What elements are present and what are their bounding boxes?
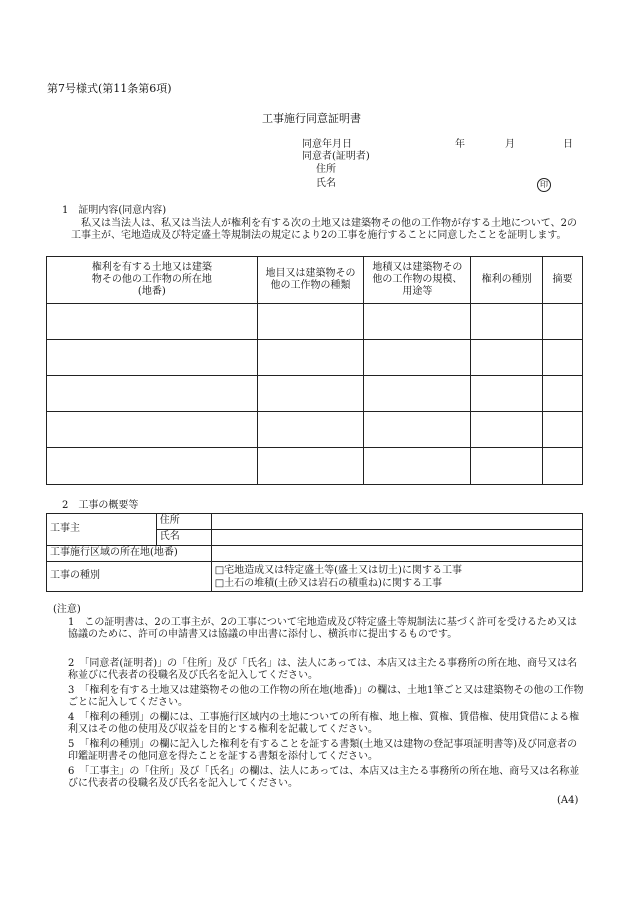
table-row	[47, 448, 583, 485]
table-cell[interactable]	[47, 448, 258, 485]
table-row	[47, 340, 583, 376]
work-type-option-2[interactable]: □土石の堆積(土砂又は岩石の積重ね)に関する工事	[214, 577, 442, 589]
header-remarks: 摘要	[543, 257, 583, 304]
seal-icon: 印	[537, 178, 551, 192]
table-cell[interactable]	[47, 412, 258, 448]
note-item: 4 「権利の種別」の欄には、工事施行区域内の土地についての所有権、地上権、質権、賃借権、使用貸借による権利又はその他の使用及び収益を目的とする権利を記載してください。	[68, 712, 580, 735]
header-land-type: 地目又は建築物その他の工作物の種類	[257, 257, 364, 304]
paper-size: (A4)	[557, 795, 579, 806]
work-type-options	[211, 562, 582, 592]
note-item: 1 この証明書は、2の工事主が、2の工事について宅地造成及び特定盛土等規制法に基づく許可を受けるため又は協議のために、許可の申請書又は協議の申出書に添付し、横浜市に提出するものです。	[68, 617, 577, 640]
table-cell[interactable]	[471, 448, 543, 485]
consent-date-label: 同意年月日	[302, 139, 352, 150]
note-item: 3 「権利を有する土地又は建築物その他の工作物の所在地(地番)」の欄は、土地1筆ごと又は建築物その他の工作物ごとに記入してください。	[68, 685, 584, 708]
header-area-scale: 地積又は建築物その他の工作物の規模、用途等	[364, 257, 471, 304]
table-cell[interactable]	[47, 304, 258, 340]
table-cell[interactable]	[257, 340, 364, 376]
table-header-row	[47, 257, 583, 304]
table-cell[interactable]	[543, 376, 583, 412]
header-right-type: 権利の種別	[471, 257, 543, 304]
owner-label: 工事主	[47, 514, 157, 546]
table-row	[47, 376, 583, 412]
year-label: 年	[455, 139, 465, 150]
table-cell[interactable]	[47, 340, 258, 376]
table-cell[interactable]	[471, 412, 543, 448]
consenter-address-label: 住所	[316, 164, 336, 175]
location-field[interactable]	[211, 546, 582, 562]
owner-address-label: 住所	[156, 514, 211, 530]
table-cell[interactable]	[471, 304, 543, 340]
table-cell[interactable]	[364, 376, 471, 412]
table-cell[interactable]	[257, 448, 364, 485]
location-label: 工事施行区域の所在地(地番)	[47, 546, 212, 562]
month-label: 月	[505, 139, 515, 150]
header-location: 権利を有する土地又は建築物その他の工作物の所在地(地番)	[47, 257, 258, 304]
table-cell[interactable]	[257, 376, 364, 412]
consenter-name-label: 氏名	[316, 178, 336, 189]
owner-name-label: 氏名	[156, 530, 211, 546]
table-cell[interactable]	[364, 340, 471, 376]
note-item: 6 「工事主」の「住所」及び「氏名」の欄は、法人にあっては、本店又は主たる事務所の所在地、商号又は名称並びに代表者の役職名及び氏名を記入してください。	[68, 766, 580, 789]
table-cell[interactable]	[543, 448, 583, 485]
owner-address-field[interactable]	[211, 514, 582, 530]
table-row	[47, 412, 583, 448]
table-row	[47, 304, 583, 340]
table-cell[interactable]	[47, 376, 258, 412]
table-cell[interactable]	[364, 304, 471, 340]
table-cell[interactable]	[257, 304, 364, 340]
table-cell[interactable]	[543, 304, 583, 340]
table-cell[interactable]	[543, 340, 583, 376]
rights-table	[46, 256, 583, 485]
note-item: 2 「同意者(証明者)」の「住所」及び「氏名」は、法人にあっては、本店又は主たる事務所の所在地、商号又は名称並びに代表者の役職名及び氏名を記入してください。	[68, 658, 578, 681]
work-type-option-1[interactable]: □宅地造成又は特定盛土等(盛土又は切土)に関する工事	[214, 564, 462, 576]
form-number: 第7号様式(第11条第6項)	[47, 82, 172, 95]
table-cell[interactable]	[471, 340, 543, 376]
table-cell[interactable]	[364, 412, 471, 448]
notes-heading: (注意)	[53, 604, 81, 615]
work-type-label: 工事の種別	[47, 562, 212, 592]
table-cell[interactable]	[257, 412, 364, 448]
seal-mark	[537, 178, 551, 192]
section2-heading: 2 工事の概要等	[62, 500, 139, 511]
page-title: 工事施行同意証明書	[262, 112, 361, 125]
note-item: 5 「権利の種別」の欄に記入した権利を有することを証する書類(土地又は建物の登記事項証明書等)及び同意者の印鑑証明書その他同意を得たことを証する書類を添付してください。	[68, 739, 578, 762]
section1-heading: 1 証明内容(同意内容)	[62, 205, 167, 216]
consenter-label: 同意者(証明者)	[302, 151, 370, 162]
day-label: 日	[563, 139, 573, 150]
table-cell[interactable]	[471, 376, 543, 412]
table-cell[interactable]	[364, 448, 471, 485]
table-cell[interactable]	[543, 412, 583, 448]
section1-body: 私又は当法人は、私又は当法人が権利を有する次の土地又は建築物その他の工作物が存する土地について、2の工事主が、宅地造成及び特定盛土等規制法の規定により2の工事を施行することに同意したことを証明します。	[71, 218, 577, 241]
owner-name-field[interactable]	[211, 530, 582, 546]
work-summary-table	[46, 513, 583, 592]
